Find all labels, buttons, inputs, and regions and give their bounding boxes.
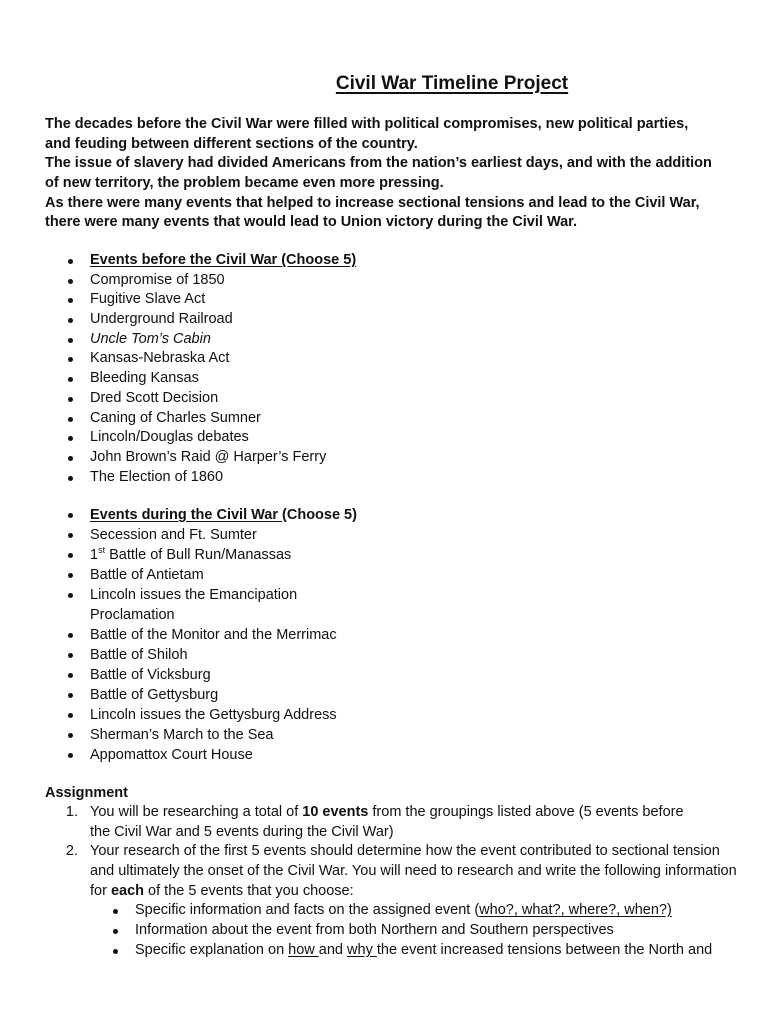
bullet-icon <box>68 633 73 638</box>
sub-list-item <box>90 901 737 921</box>
bullet-icon <box>68 436 73 441</box>
ordinal-number: 1 <box>90 547 99 563</box>
intro-line: As there were many events that helped to increase sectional tensions and lead to the Civil War, <box>45 194 700 211</box>
events-during-list <box>45 505 357 765</box>
sub-item-text: and <box>318 941 348 958</box>
assignment-steps <box>45 803 737 961</box>
list-item <box>45 468 356 488</box>
step-line: Your research of the first 5 events should determine how the event contributed to sectional tension <box>90 843 720 860</box>
bullet-icon <box>68 693 73 698</box>
bullet-icon <box>68 397 73 402</box>
step-number: 1. <box>65 804 78 820</box>
bullet-icon <box>113 909 118 914</box>
sub-item-text: Information about the event from both Northern and Southern perspectives <box>135 922 614 939</box>
bullet-icon <box>68 753 73 758</box>
list-item <box>45 290 356 310</box>
bullet-icon <box>68 653 73 658</box>
sub-list-item <box>90 921 737 941</box>
list-item <box>45 625 357 645</box>
list-item <box>45 665 357 685</box>
bullet-icon <box>68 417 73 422</box>
list-item <box>45 565 357 585</box>
intro-line: The decades before the Civil War were filled with political compromises, new political parties, <box>45 116 689 132</box>
list-item-text: Battle of the Monitor and the Merrimac <box>90 627 337 643</box>
title-text: Civil War Timeline Project <box>335 73 569 94</box>
page-title <box>136 72 768 96</box>
bullet-icon <box>68 533 73 538</box>
bullet-icon <box>113 929 118 934</box>
list-item <box>45 310 356 330</box>
list-item <box>45 409 356 429</box>
bullet-icon <box>68 298 73 303</box>
list-item-text <box>90 547 291 563</box>
list-item-text: Uncle Tom’s Cabin <box>90 330 211 347</box>
step-number: 2. <box>65 843 78 860</box>
emphasis-text: 10 events <box>302 804 369 820</box>
bullet-icon <box>68 573 73 578</box>
list-item-text: Dred Scott Decision <box>90 389 219 406</box>
step-text: for <box>90 882 111 899</box>
underlined-text: why <box>347 941 377 958</box>
list-item <box>45 448 356 468</box>
step-text: You will be researching a total of <box>90 804 303 820</box>
bullet-icon <box>68 377 73 382</box>
list-item <box>45 389 356 409</box>
emphasis-text: each <box>110 882 145 899</box>
bullet-icon <box>68 456 73 461</box>
bullet-icon <box>68 357 73 362</box>
bullet-icon <box>113 949 118 954</box>
list-item-text: The Election of 1860 <box>90 468 224 485</box>
step-line: and ultimately the onset of the Civil War. You will need to research and write the following information <box>90 863 737 880</box>
events-before-heading: Events before the Civil War (Choose 5) <box>90 252 357 268</box>
assignment-heading: Assignment <box>45 785 128 801</box>
list-heading-item <box>45 505 357 525</box>
bullet-icon <box>68 733 73 738</box>
list-item-text: Underground Railroad <box>90 311 233 328</box>
list-item-text: Sherman’s March to the Sea <box>90 727 274 743</box>
step-line <box>90 882 737 902</box>
bullet-icon <box>68 673 73 678</box>
list-heading-item <box>45 251 356 271</box>
step-line: the Civil War and 5 events during the Civil War) <box>90 823 394 840</box>
bullet-icon <box>68 279 73 284</box>
list-item <box>45 705 357 725</box>
events-during-heading: Events during the Civil War <box>90 507 283 523</box>
step-line <box>90 803 737 823</box>
underlined-text: who?, what?, where?, when?) <box>479 902 672 919</box>
list-item <box>45 428 356 448</box>
list-item <box>45 349 356 369</box>
events-before-list <box>45 251 356 487</box>
list-item-text: Kansas-Nebraska Act <box>90 350 230 367</box>
list-item-text: Compromise of 1850 <box>90 271 225 288</box>
list-item-text: Lincoln/Douglas debates <box>90 429 249 446</box>
list-item <box>45 525 357 545</box>
list-item-text: Battle of Vicksburg <box>90 667 211 683</box>
intro-line: of new territory, the problem became even more pressing. <box>45 175 444 192</box>
bullet-icon <box>68 713 73 718</box>
bullet-icon <box>68 593 73 598</box>
list-item <box>45 369 356 389</box>
list-item <box>45 585 330 625</box>
intro-line: there were many events that would lead to Union victory during the Civil War. <box>45 214 578 231</box>
list-item-text: Battle of Shiloh <box>90 647 188 663</box>
list-item-text: Secession and Ft. Sumter <box>90 527 257 543</box>
list-item <box>45 745 357 765</box>
underlined-text: how <box>288 941 319 958</box>
list-item-text: Lincoln issues the Gettysburg Address <box>90 707 337 723</box>
bullet-icon <box>68 513 73 518</box>
sub-item-text: Specific explanation on <box>135 941 289 958</box>
bullet-icon <box>68 318 73 323</box>
list-item-text: Lincoln issues the Emancipation Proclamation <box>90 587 298 623</box>
list-item <box>45 545 357 565</box>
bullet-icon <box>68 259 73 264</box>
sub-item-text: Specific information and facts on the assigned event ( <box>135 902 480 919</box>
ordinal-item-text: Battle of Bull Run/Manassas <box>105 547 292 563</box>
list-item <box>45 645 357 665</box>
list-item-text: Battle of Antietam <box>90 567 204 583</box>
bullet-icon <box>68 338 73 343</box>
intro-line: and feuding between different sections of the country. <box>45 135 418 152</box>
list-item <box>45 685 357 705</box>
list-item-text: Appomattox Court House <box>90 747 253 763</box>
list-item-text: Caning of Charles Sumner <box>90 409 261 426</box>
step-text: of the 5 events that you choose: <box>144 882 354 899</box>
sub-list-item <box>90 941 737 961</box>
intro-line: The issue of slavery had divided Americans from the nation’s earliest days, and with the addition <box>45 155 712 172</box>
choose-count: (Choose 5) <box>282 507 357 523</box>
sub-item-text: the event increased tensions between the North and <box>376 941 713 958</box>
ordinal-suffix: st <box>98 545 106 555</box>
bullet-icon <box>68 553 73 558</box>
intro-paragraph <box>45 115 712 233</box>
list-item-text: John Brown’s Raid @ Harper’s Ferry <box>90 448 327 465</box>
step-item <box>45 842 737 960</box>
list-item-text: Bleeding Kansas <box>90 370 199 387</box>
list-item <box>45 725 357 745</box>
list-item <box>45 271 356 291</box>
list-item <box>45 330 356 350</box>
list-item-text: Battle of Gettysburg <box>90 687 219 703</box>
bullet-icon <box>68 476 73 481</box>
list-item-text: Fugitive Slave Act <box>90 291 206 308</box>
step-item <box>45 803 737 842</box>
step-text: from the groupings listed above (5 events before <box>368 804 684 820</box>
